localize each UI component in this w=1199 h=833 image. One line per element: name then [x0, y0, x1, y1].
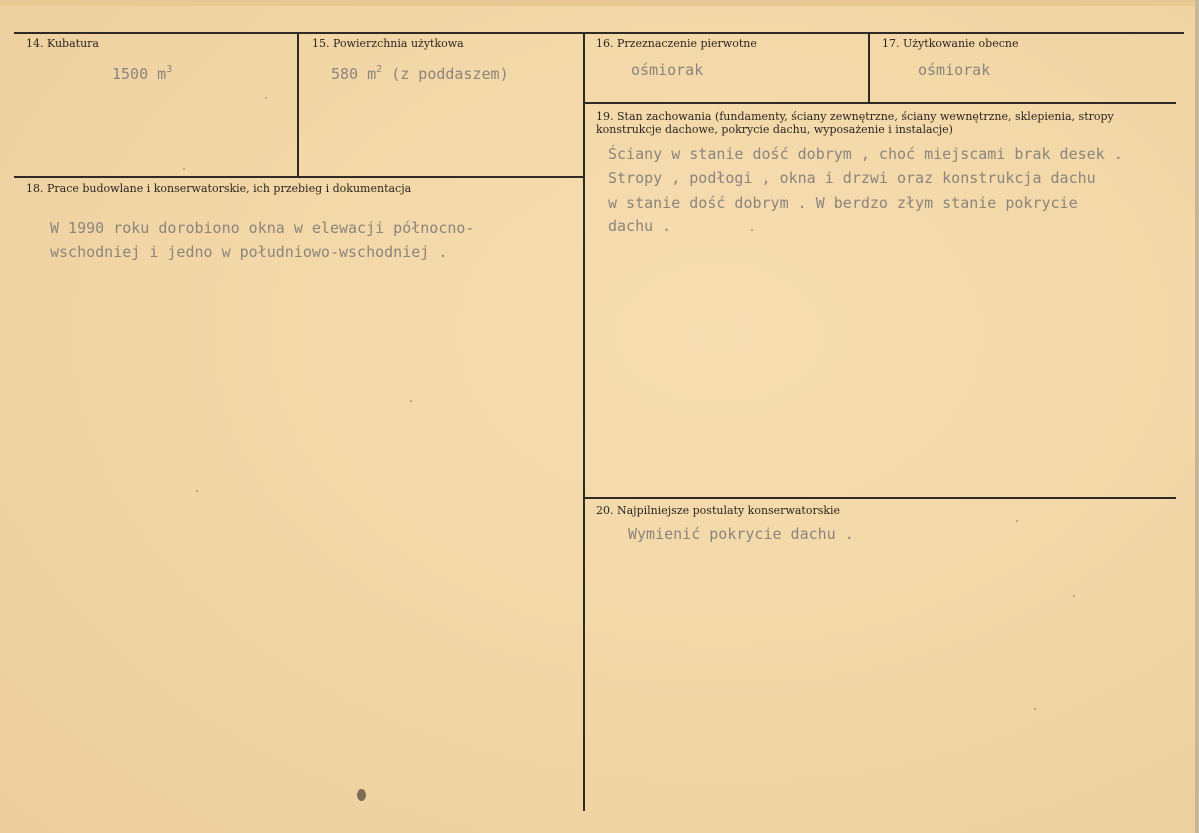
field-17-value: ośmiorak	[918, 61, 991, 79]
field-16-value: ośmiorak	[631, 61, 704, 79]
card-top-edge	[0, 0, 1199, 6]
field-15-label: 15. Powierzchnia użytkowa	[312, 37, 464, 50]
field-14-number: 1500 m	[112, 65, 167, 83]
paper-speck	[265, 97, 267, 99]
field-15-value	[331, 58, 509, 86]
field-19-label: 19. Stan zachowania (fundamenty, ściany zewnętrzne, ściany wewnętrzne, sklepienia, stropy konstrukcje dachowe, pokrycie dachu, wyposażenie i instalacje)	[596, 110, 1114, 136]
ink-blot	[357, 789, 366, 801]
divider-14-15	[297, 33, 299, 176]
field-20-label: 20. Najpilniejsze postulaty konserwatorskie	[596, 504, 841, 517]
field-16-label: 16. Przeznaczenie pierwotne	[596, 37, 757, 50]
divider-main	[583, 33, 585, 811]
field-15-note: (z poddaszem)	[382, 65, 509, 83]
field-18-label: 18. Prace budowlane i konserwatorskie, ich przebieg i dokumentacja	[26, 182, 412, 195]
field-17-label: 17. Użytkowanie obecne	[882, 37, 1019, 50]
field-15-unit-sup: 2	[376, 64, 383, 75]
rule-above-20	[584, 497, 1176, 499]
paper-speck	[196, 490, 198, 492]
field-18-line-2: wschodniej i jedno w południowo-wschodniej .	[50, 243, 448, 261]
card-right-edge	[1195, 0, 1199, 833]
paper-speck	[1016, 520, 1018, 522]
field-18-line-1: W 1990 roku dorobiono okna w elewacji północno-	[50, 219, 475, 237]
field-14-value	[112, 58, 172, 86]
top-rule	[14, 32, 1184, 34]
field-19-line-3: w stanie dość dobrym . W berdzo złym stanie pokrycie	[608, 194, 1078, 212]
field-14-unit-sup: 3	[166, 64, 173, 75]
paper-speck	[410, 400, 412, 402]
field-20-value: Wymienić pokrycie dachu .	[628, 525, 854, 543]
rule-under-16-17	[584, 102, 1176, 104]
field-14-label: 14. Kubatura	[26, 37, 99, 50]
paper-speck	[1073, 595, 1075, 597]
field-19-line-2: Stropy , podłogi , okna i drzwi oraz konstrukcja dachu	[608, 169, 1096, 187]
paper-speck	[751, 229, 753, 231]
field-15-number: 580 m	[331, 65, 377, 83]
divider-16-17	[868, 33, 870, 103]
rule-under-14-15	[14, 176, 584, 178]
field-19-line-4: dachu .	[608, 217, 672, 235]
paper-speck	[1034, 708, 1036, 710]
field-19-line-1: Ściany w stanie dość dobrym , choć miejscami brak desek .	[608, 145, 1123, 163]
paper-speck	[183, 168, 185, 170]
